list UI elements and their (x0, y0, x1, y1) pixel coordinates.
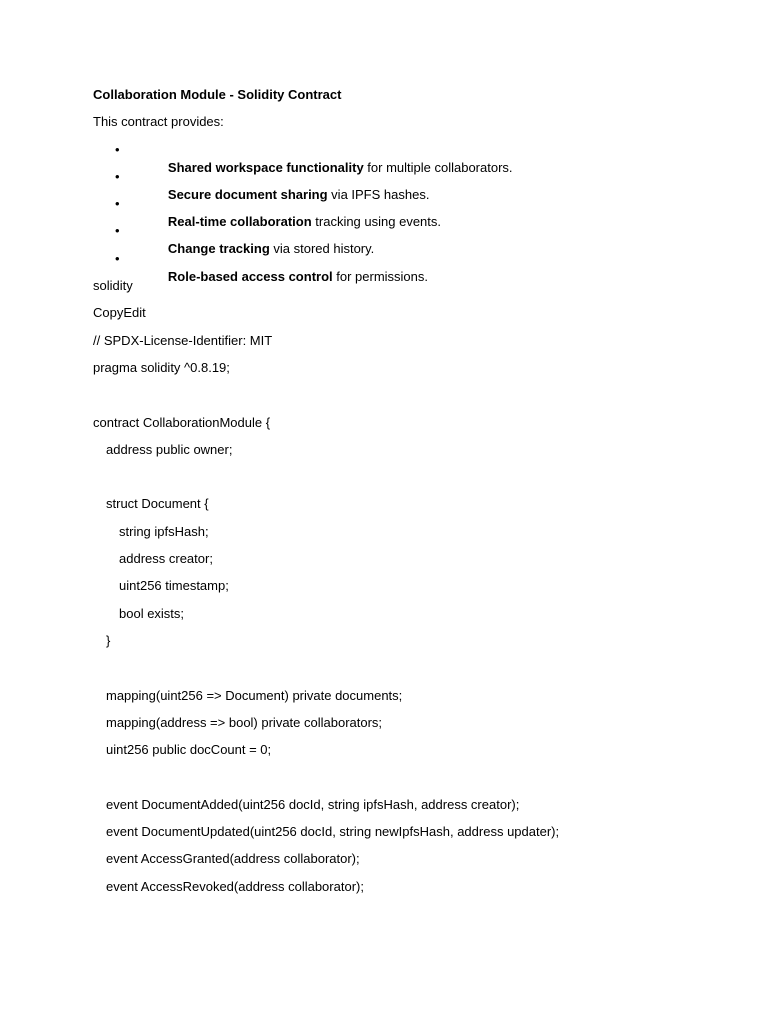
code-event-access-granted: event AccessGranted(address collaborator); (106, 851, 360, 867)
code-pragma-line: pragma solidity ^0.8.19; (93, 359, 230, 375)
blank-line (93, 768, 693, 786)
list-item-bold: Secure document sharing (167, 186, 328, 202)
intro-text: This contract provides: (93, 114, 224, 130)
list-item-text: tracking using events. (311, 214, 442, 230)
bullet-icon: • (115, 168, 120, 184)
list-item-bold: Role-based access control (167, 268, 333, 284)
list-item-bold: Change tracking (167, 241, 270, 257)
document-title: Collaboration Module - Solidity Contract (93, 87, 342, 102)
code-mapping-collaborators: mapping(address => bool) private collaborators; (106, 714, 383, 730)
list-item-text: via stored history. (269, 241, 375, 257)
bullet-icon: • (115, 141, 120, 157)
list-item-text: for permissions. (332, 268, 429, 284)
blank-line (93, 659, 693, 677)
list-item (93, 222, 693, 257)
code-event-document-added: event DocumentAdded(uint256 docId, string ipfsHash, address creator); (106, 796, 520, 812)
blank-line (93, 468, 693, 486)
list-item-bold: Shared workspace functionality (167, 159, 364, 175)
blank-line (93, 386, 693, 404)
list-item (93, 141, 693, 175)
bullet-icon: • (115, 250, 120, 266)
document-body (93, 86, 693, 905)
code-language-label: solidity (93, 278, 133, 294)
code-field-ipfs-hash: string ipfsHash; (119, 523, 209, 539)
copy-edit-label: CopyEdit (93, 305, 146, 321)
code-event-access-revoked: event AccessRevoked(address collaborator); (106, 878, 364, 894)
code-license-line: // SPDX-License-Identifier: MIT (93, 332, 273, 348)
list-item (93, 250, 693, 284)
code-struct-open: struct Document { (106, 496, 209, 512)
code-field-timestamp: uint256 timestamp; (119, 578, 229, 594)
list-item-bold: Real-time collaboration (167, 214, 312, 230)
feature-list (93, 141, 693, 284)
bullet-icon: • (115, 223, 120, 239)
code-doc-count: uint256 public docCount = 0; (106, 742, 272, 758)
list-item (93, 168, 693, 202)
bullet-icon: • (115, 196, 120, 212)
code-event-document-updated: event DocumentUpdated(uint256 docId, string newIpfsHash, address updater); (106, 824, 560, 840)
list-item-text: via IPFS hashes. (327, 186, 430, 202)
list-item-text: for multiple collaborators. (363, 159, 513, 175)
list-item (93, 195, 693, 230)
code-contract-open: contract CollaborationModule { (93, 414, 271, 430)
code-mapping-documents: mapping(uint256 => Document) private documents; (106, 687, 403, 703)
code-field-creator: address creator; (119, 551, 213, 567)
code-field-exists: bool exists; (119, 605, 185, 621)
code-owner-line: address public owner; (106, 441, 233, 457)
code-struct-close: } (106, 632, 111, 648)
